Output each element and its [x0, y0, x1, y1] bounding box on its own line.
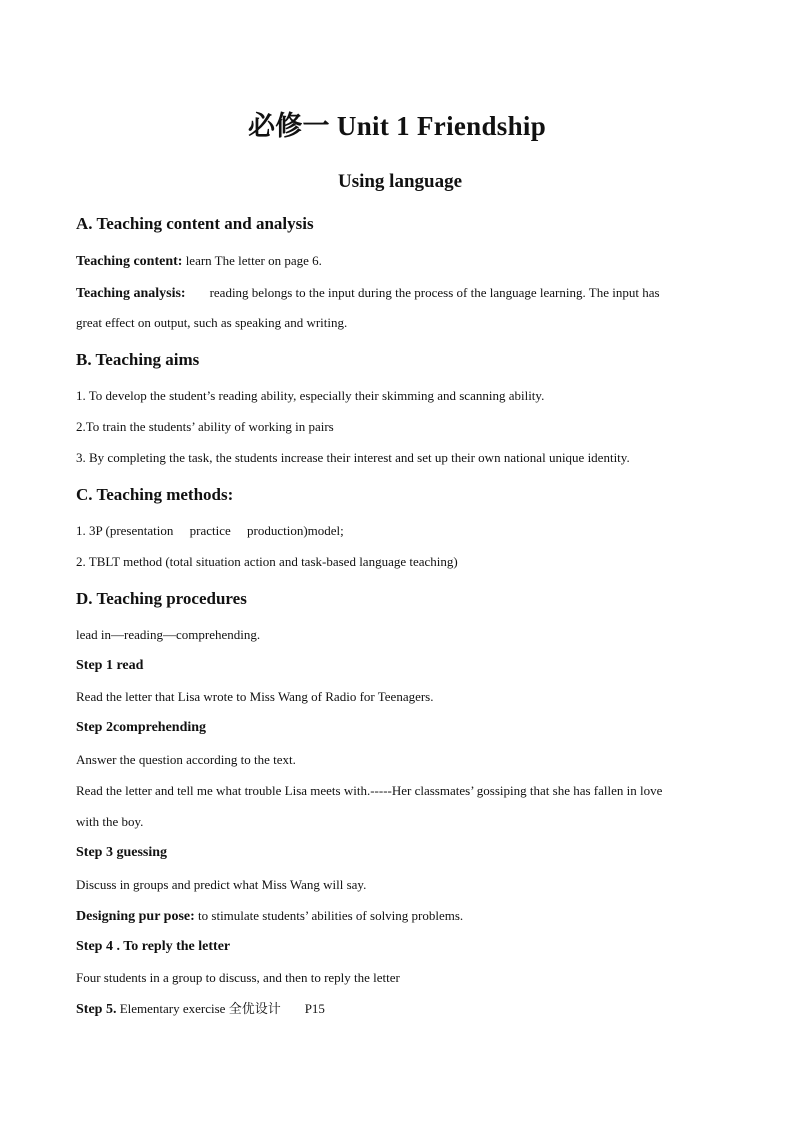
step-4-text: Four students in a group to discuss, and then to reply the letter: [76, 970, 400, 985]
procedures-intro: lead in—reading—comprehending.: [76, 627, 261, 642]
step-5-line: [76, 1001, 718, 1018]
step-2-text-1: Answer the question according to the text.: [76, 752, 296, 767]
teaching-content-label: Teaching content:: [76, 254, 183, 269]
step-1-label: Step 1 read: [76, 658, 144, 673]
step-3-label: Step 3 guessing: [76, 845, 168, 860]
teaching-content-text: learn The letter on page 6.: [182, 253, 322, 268]
section-c-heading: C. Teaching methods:: [76, 485, 234, 504]
designing-purpose-label: Designing pur pose:: [76, 909, 195, 924]
page-title: 必修一 Unit 1 Friendship: [247, 111, 547, 141]
step-5-text: Elementary exercise 全优设计: [116, 1001, 281, 1016]
teaching-content-line: [76, 253, 718, 270]
teaching-analysis-text-1: reading belongs to the input during the process of the language learning. The input has: [209, 285, 660, 300]
teaching-analysis-line-2: great effect on output, such as speaking and writing.: [76, 315, 348, 330]
aim-item: 2.To train the students’ ability of working in pairs: [76, 419, 334, 434]
designing-purpose-line: [76, 908, 718, 925]
section-d-heading: D. Teaching procedures: [76, 589, 247, 608]
section-b-heading: B. Teaching aims: [76, 350, 200, 369]
aim-item: 3. By completing the task, the students increase their interest and set up their own national unique identity.: [76, 450, 630, 465]
step-1-text: Read the letter that Lisa wrote to Miss Wang of Radio for Teenagers.: [76, 689, 434, 704]
step-3-text: Discuss in groups and predict what Miss Wang will say.: [76, 877, 367, 892]
step-4-label: Step 4 . To reply the letter: [76, 939, 231, 954]
section-a-heading: A. Teaching content and analysis: [76, 214, 314, 233]
aim-item: 1. To develop the student’s reading ability, especially their skimming and scanning ability.: [76, 388, 545, 403]
step-2-label: Step 2comprehending: [76, 720, 207, 735]
step-5-page: P15: [304, 1001, 325, 1016]
step-5-label: Step 5.: [76, 1002, 117, 1017]
step-2-text-3: with the boy.: [76, 814, 144, 829]
teaching-analysis-label: Teaching analysis:: [76, 286, 186, 301]
designing-purpose-text: to stimulate students’ abilities of solving problems.: [194, 908, 464, 923]
method-item: 1. 3P (presentation practice production)model;: [76, 523, 344, 538]
page-subtitle: Using language: [337, 171, 463, 192]
step-2-text-2: Read the letter and tell me what trouble Lisa meets with.-----Her classmates’ gossiping that she has fallen in love: [76, 783, 663, 798]
teaching-analysis-line: [76, 285, 718, 302]
method-item: 2. TBLT method (total situation action and task-based language teaching): [76, 554, 458, 569]
